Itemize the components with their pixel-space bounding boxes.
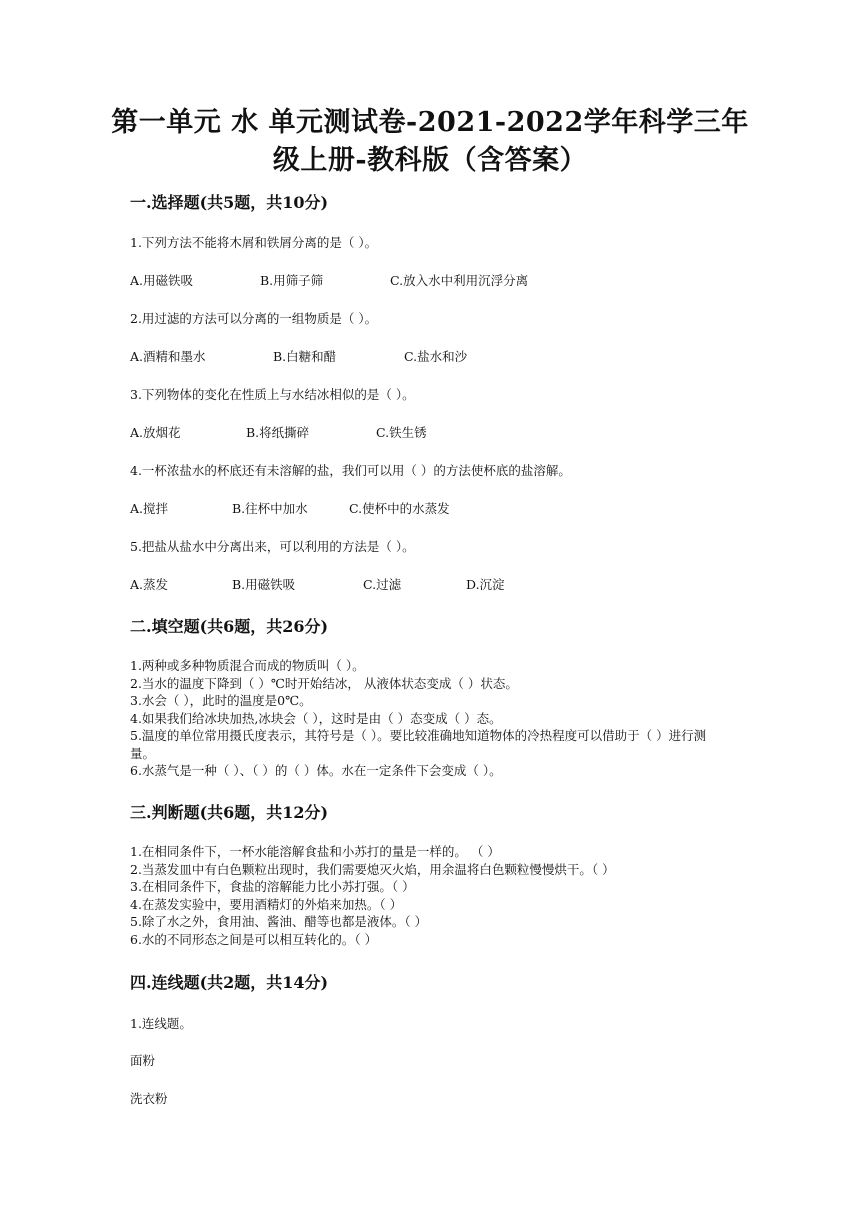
section-heading-match: 四.连线题(共2题，共14分) xyxy=(130,973,329,992)
question-text: 5.把盐从盐水中分离出来，可以利用的方法是（ ）。 xyxy=(130,539,415,554)
judge-question: 3.在相同条件下，食盐的溶解能力比小苏打强。（ ） xyxy=(130,879,415,894)
judge-question-list xyxy=(130,843,770,948)
option: C.盐水和沙 xyxy=(404,349,468,364)
judge-question: 5.除了水之外，食用油、酱油、醋等也都是液体。（ ） xyxy=(130,914,428,929)
fill-question: 2.当水的温度下降到（ ）℃时开始结冰， 从液体状态变成（ ）状态。 xyxy=(130,675,518,691)
section-heading-choice: 一.选择题(共5题，共10分) xyxy=(130,193,329,212)
section-heading-fill: 二.填空题(共6题，共26分) xyxy=(130,617,329,636)
fill-question-list xyxy=(130,657,730,780)
option-row xyxy=(130,576,505,594)
option-row xyxy=(130,424,427,442)
option: C.使杯中的水蒸发 xyxy=(349,501,450,516)
question-text: 2.用过滤的方法可以分离的一组物质是（ ）。 xyxy=(130,311,378,326)
option: B.往杯中加水 xyxy=(232,501,308,516)
option: C.放入水中利用沉浮分离 xyxy=(390,273,529,288)
question-text: 3.下列物体的变化在性质上与水结冰相似的是（ ）。 xyxy=(130,387,415,402)
judge-question: 1.在相同条件下，一杯水能溶解食盐和小苏打的量是一样的。 （ ） xyxy=(130,844,500,859)
option: C.铁生锈 xyxy=(376,425,427,440)
page-title: 第一单元 水 单元测试卷-2021-2022学年科学三年级上册-教科版（含答案） xyxy=(111,107,749,176)
judge-question: 2.当蒸发皿中有白色颗粒出现时，我们需要熄灭火焰，用余温将白色颗粒慢慢烘干。（ ） xyxy=(130,861,615,877)
option: A.搅拌 xyxy=(130,501,169,516)
match-item: 面粉 xyxy=(130,1053,156,1068)
option-row xyxy=(130,500,450,518)
option-row xyxy=(130,272,528,290)
judge-question: 6.水的不同形态之间是可以相互转化的。（ ） xyxy=(130,931,378,947)
fill-question: 5.温度的单位常用摄氏度表示，其符号是（ ）。要比较准确地知道物体的冷热程度可以借助于（ ）进行测量。 xyxy=(130,728,707,761)
option: D.沉淀 xyxy=(466,577,505,592)
fill-question: 3.水会（ ），此时的温度是0℃。 xyxy=(130,693,312,708)
judge-question: 4.在蒸发实验中，要用酒精灯的外焰来加热。（ ） xyxy=(130,896,403,912)
option: B.用磁铁吸 xyxy=(232,577,296,592)
match-question-text: 1.连线题。 xyxy=(130,1016,192,1031)
question-text: 4.一杯浓盐水的杯底还有未溶解的盐，我们可以用（ ）的方法使杯底的盐溶解。 xyxy=(130,463,571,478)
option: A.用磁铁吸 xyxy=(130,273,194,288)
fill-question: 6.水蒸气是一种（ ）、（ ）的（ ）体。水在一定条件下会变成（ ）。 xyxy=(130,763,502,778)
option: A.蒸发 xyxy=(130,577,169,592)
option: B.白糖和醋 xyxy=(273,349,337,364)
option: B.用筛子筛 xyxy=(260,273,324,288)
option-row xyxy=(130,348,467,366)
match-item: 洗衣粉 xyxy=(130,1091,168,1106)
fill-question: 1.两种或多种物质混合而成的物质叫（ ）。 xyxy=(130,658,365,673)
section-heading-judge: 三.判断题(共6题，共12分) xyxy=(130,803,329,822)
question-text: 1.下列方法不能将木屑和铁屑分离的是（ ）。 xyxy=(130,235,378,250)
fill-question: 4.如果我们给冰块加热,冰块会（ ），这时是由（ ）态变成（ ）态。 xyxy=(130,710,502,726)
option: A.酒精和墨水 xyxy=(130,349,206,364)
option: A.放烟花 xyxy=(130,425,181,440)
option: B.将纸撕碎 xyxy=(246,425,310,440)
option: C.过滤 xyxy=(363,577,402,592)
